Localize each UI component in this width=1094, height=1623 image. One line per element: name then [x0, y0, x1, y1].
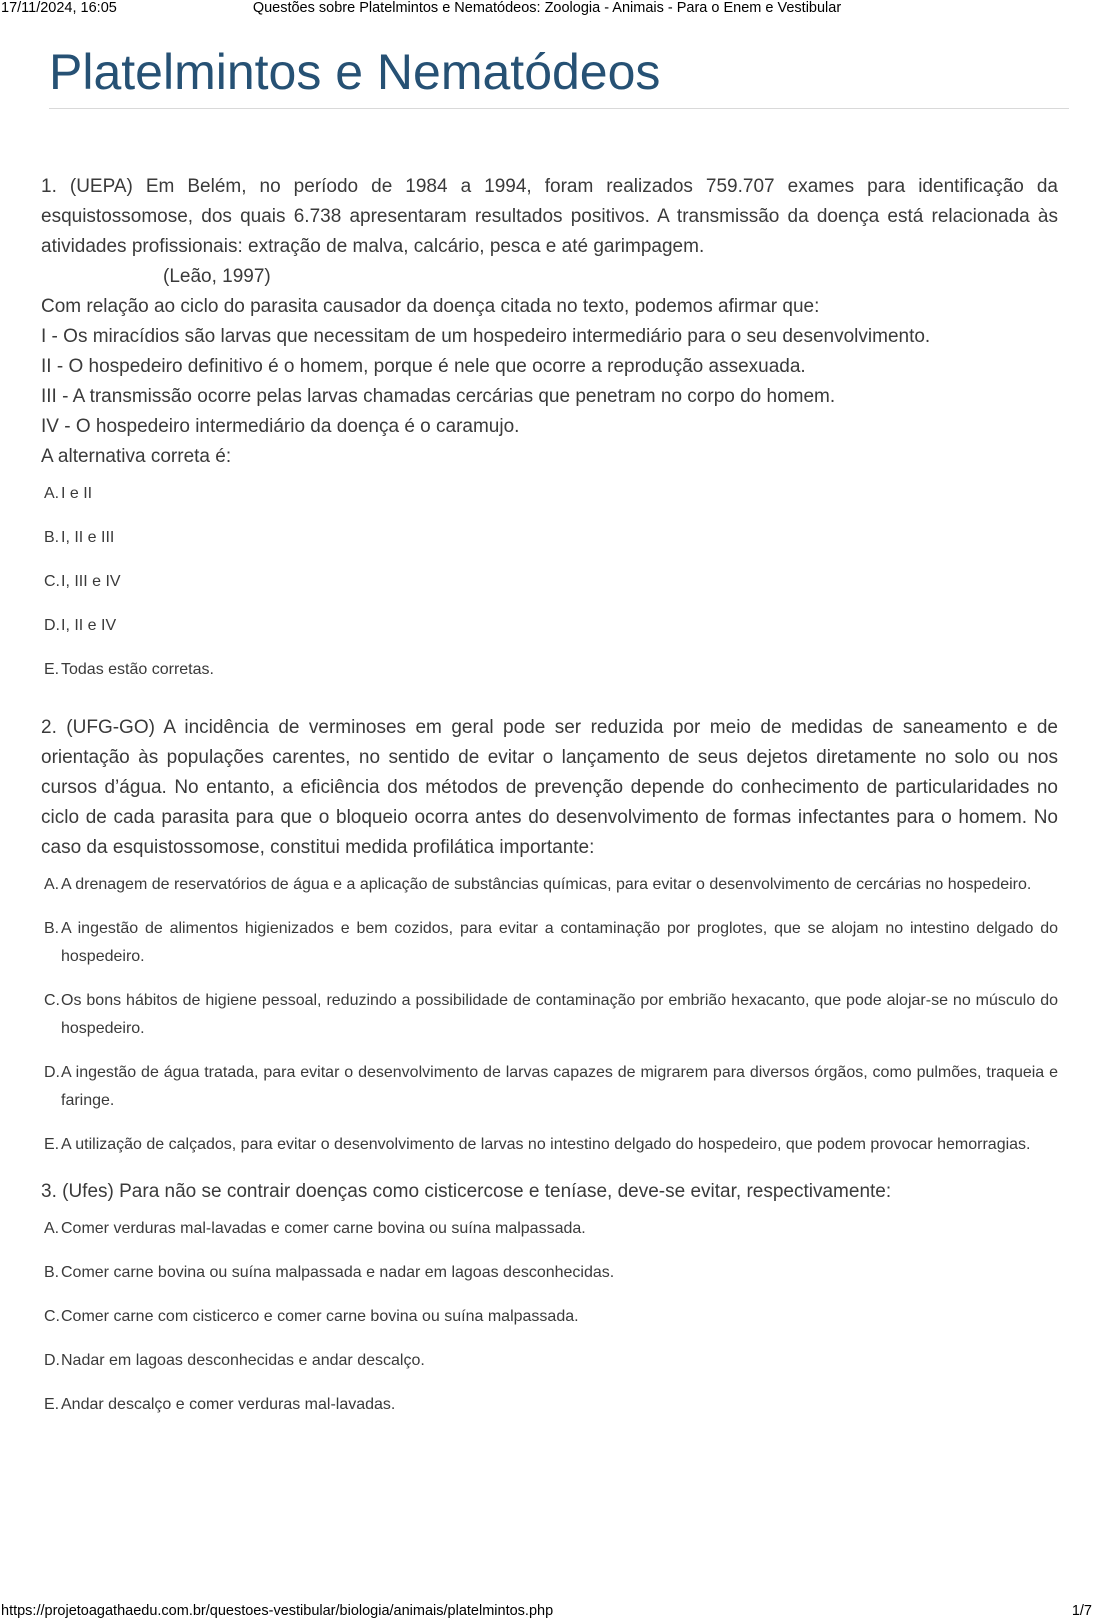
option-letter: E.	[44, 1396, 60, 1413]
option-text: I, III e IV	[61, 573, 121, 590]
option-text: Todas estão corretas.	[61, 661, 214, 678]
title-divider	[49, 108, 1069, 109]
print-header	[0, 0, 1094, 18]
option-text: I, II e IV	[61, 617, 117, 634]
print-doc-title: Questões sobre Platelmintos e Nematódeos: Zoologia - Animais - Para o Enem e Vestibular	[252, 0, 842, 16]
print-url[interactable]: https://projetoagathaedu.com.br/questoes-vestibular/biologia/animais/platelmintos.php	[1, 1603, 554, 1619]
question-1-prompt: A alternativa correta é:	[41, 446, 232, 467]
question-3	[41, 1177, 1058, 1419]
print-footer	[0, 1603, 1094, 1621]
option-letter: D.	[44, 1352, 60, 1369]
option-text: Comer verduras mal-lavadas e comer carne bovina ou suína malpassada.	[61, 1220, 586, 1237]
question-1-statement: Com relação ao ciclo do parasita causador da doença citada no texto, podemos afirmar que:	[41, 296, 820, 317]
question-2-options	[41, 871, 1058, 1159]
option-text: I, II e III	[61, 529, 115, 546]
option-letter: E.	[44, 661, 60, 678]
option-letter: C.	[44, 573, 60, 590]
option-text: Comer carne com cisticerco e comer carne bovina ou suína malpassada.	[61, 1308, 579, 1325]
option-d[interactable]	[41, 1059, 1058, 1115]
option-text: Os bons hábitos de higiene pessoal, reduzindo a possibilidade de contaminação por embrião hexacanto, que pode alojar-se no músculo do hospedeiro.	[61, 992, 1058, 1037]
option-text: Andar descalço e comer verduras mal-lavadas.	[61, 1396, 396, 1413]
question-2	[41, 713, 1058, 1159]
question-1-item-iii: III - A transmissão ocorre pelas larvas chamadas cercárias que penetram no corpo do homem.	[41, 386, 836, 407]
option-text: A utilização de calçados, para evitar o desenvolvimento de larvas no intestino delgado do hospedeiro, que podem provocar hemorragias.	[61, 1136, 1031, 1153]
option-d[interactable]	[41, 1347, 1058, 1375]
option-b[interactable]	[41, 915, 1058, 971]
option-text: A drenagem de reservatórios de água e a aplicação de substâncias químicas, para evitar o desenvolvimento de cercárias no hospedeiro.	[61, 876, 1032, 893]
question-2-intro: 2. (UFG-GO) A incidência de verminoses em geral pode ser reduzida por meio de medidas de saneamento e de orientação às populações carentes, no sentido de evitar o lançamento de seus dejetos diretamente no solo ou nos cursos d’água. No entanto, a eficiência dos métodos de prevenção depende do conhecimento de particularidades no ciclo de cada parasita para que o bloqueio ocorra antes do desenvolvimento de formas infectantes para o homem. No caso da esquistossomose, constitui medida profilática importante:	[41, 717, 1058, 858]
option-letter: B.	[44, 1264, 60, 1281]
option-letter: B.	[44, 529, 60, 546]
option-letter: A.	[44, 1220, 60, 1237]
option-letter: C.	[44, 992, 60, 1009]
question-1-item-iv: IV - O hospedeiro intermediário da doença é o caramujo.	[41, 416, 520, 437]
option-a[interactable]	[41, 871, 1058, 899]
question-1-citation: (Leão, 1997)	[163, 266, 271, 287]
option-text: Nadar em lagoas desconhecidas e andar descalço.	[61, 1352, 425, 1369]
page-title: Platelmintos e Nematódeos	[49, 44, 661, 100]
option-text: A ingestão de alimentos higienizados e bem cozidos, para evitar a contaminação por proglotes, que se alojam no intestino delgado do hospedeiro.	[61, 920, 1058, 965]
option-text: A ingestão de água tratada, para evitar o desenvolvimento de larvas capazes de migrarem para diversos órgãos, como pulmões, traqueia e faringe.	[61, 1064, 1058, 1109]
option-e[interactable]	[41, 1391, 1058, 1419]
option-text: I e II	[61, 485, 93, 502]
question-3-options	[41, 1215, 1058, 1419]
option-c[interactable]	[41, 987, 1058, 1043]
option-letter: B.	[44, 920, 60, 937]
page-number: 1/7	[1071, 1603, 1092, 1619]
option-letter: D.	[44, 1064, 60, 1081]
option-d[interactable]	[41, 612, 1058, 640]
option-b[interactable]	[41, 524, 1058, 552]
option-a[interactable]	[41, 480, 1058, 508]
option-c[interactable]	[41, 1303, 1058, 1331]
option-e[interactable]	[41, 1131, 1058, 1159]
option-text: Comer carne bovina ou suína malpassada e nadar em lagoas desconhecidas.	[61, 1264, 615, 1281]
option-letter: C.	[44, 1308, 60, 1325]
question-1-item-i: I - Os miracídios são larvas que necessitam de um hospedeiro intermediário para o seu desenvolvimento.	[41, 326, 931, 347]
option-e[interactable]	[41, 656, 1058, 684]
question-1	[41, 172, 1058, 684]
questions-list	[41, 172, 1058, 1435]
question-1-intro: 1. (UEPA) Em Belém, no período de 1984 a 1994, foram realizados 759.707 exames para identificação da esquistossomose, dos quais 6.738 apresentaram resultados positivos. A transmissão da doença está relacionada às atividades profissionais: extração de malva, calcário, pesca e até garimpagem.	[41, 176, 1058, 257]
question-3-intro: 3. (Ufes) Para não se contrair doenças como cisticercose e teníase, deve-se evitar, respectivamente:	[41, 1181, 892, 1202]
option-letter: A.	[44, 485, 60, 502]
question-1-options	[41, 480, 1058, 684]
option-b[interactable]	[41, 1259, 1058, 1287]
option-letter: E.	[44, 1136, 60, 1153]
option-c[interactable]	[41, 568, 1058, 596]
option-a[interactable]	[41, 1215, 1058, 1243]
option-letter: D.	[44, 617, 60, 634]
print-date: 17/11/2024, 16:05	[1, 0, 117, 16]
option-letter: A.	[44, 876, 60, 893]
question-1-item-ii: II - O hospedeiro definitivo é o homem, porque é nele que ocorre a reprodução assexuada.	[41, 356, 806, 377]
